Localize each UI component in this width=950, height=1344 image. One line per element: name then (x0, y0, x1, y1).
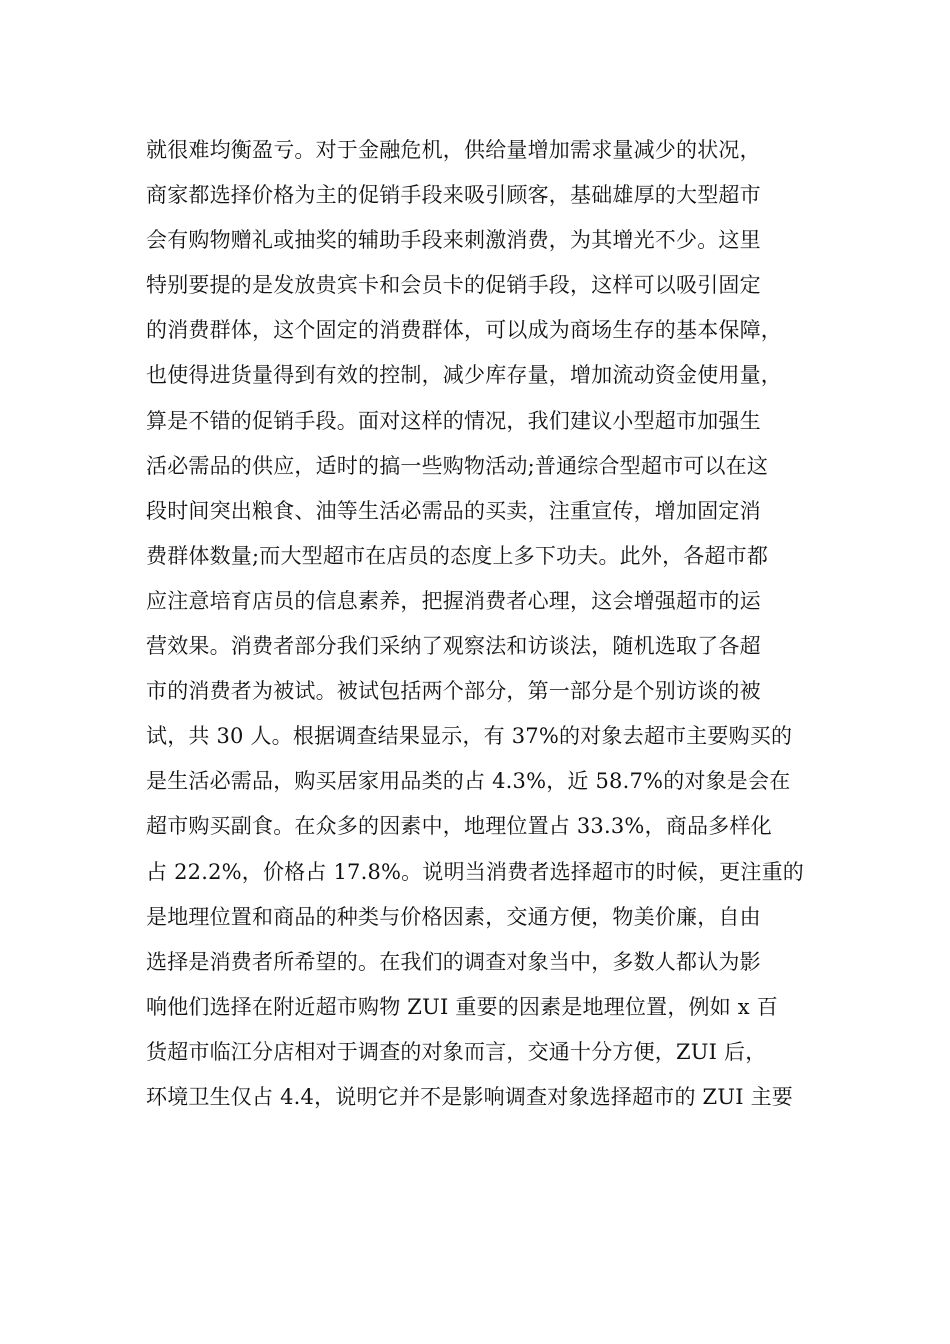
text-line-9: 段时间突出粮食、油等生活必需品的买卖，注重宣传，增加固定消 (146, 498, 761, 523)
text-line-13: 市的消费者为被试。被试包括两个部分，第一部分是个别访谈的被 (146, 679, 761, 704)
text-line-16: 超市购买副食。在众多的因素中，地理位置占 33.3%，商品多样化 (146, 814, 772, 839)
text-line-20: 响他们选择在附近超市购物 ZUI 重要的因素是地理位置，例如 x 百 (146, 994, 778, 1019)
text-line-17: 占 22.2%，价格占 17.8%。说明当消费者选择超市的时候，更注重的 (146, 859, 804, 884)
text-line-10: 费群体数量;而大型超市在店员的态度上多下功夫。此外，各超市都 (146, 543, 769, 568)
text-line-14: 试，共 30 人。根据调查结果显示，有 37%的对象去超市主要购买的 (146, 724, 793, 749)
text-line-19: 选择是消费者所希望的。在我们的调查对象当中，多数人都认为影 (146, 949, 761, 974)
text-line-21: 货超市临江分店相对于调查的对象而言，交通十分方便，ZUI 后， (146, 1039, 767, 1064)
text-line-6: 也使得进货量得到有效的控制，减少库存量，增加流动资金使用量， (146, 363, 782, 388)
text-line-11: 应注意培育店员的信息素养，把握消费者心理，这会增强超市的运 (146, 588, 761, 613)
text-line-3: 会有购物赠礼或抽奖的辅助手段来刺激消费，为其增光不少。这里 (146, 228, 761, 253)
text-line-8: 活必需品的供应，适时的搞一些购物活动;普通综合型超市可以在这 (146, 453, 769, 478)
text-line-4: 特别要提的是发放贵宾卡和会员卡的促销手段，这样可以吸引固定 (146, 273, 761, 298)
text-line-1: 就很难均衡盈亏。对于金融危机，供给量增加需求量减少的状况， (146, 138, 761, 162)
body-text (146, 128, 826, 1120)
text-line-7: 算是不错的促销手段。面对这样的情况，我们建议小型超市加强生 (146, 408, 761, 433)
text-line-15: 是生活必需品，购买居家用品类的占 4.3%，近 58.7%的对象是会在 (146, 769, 791, 794)
text-line-18: 是地理位置和商品的种类与价格因素，交通方便，物美价廉，自由 (146, 904, 761, 929)
text-line-12: 营效果。消费者部分我们采纳了观察法和访谈法，随机选取了各超 (146, 634, 761, 659)
text-line-5: 的消费群体，这个固定的消费群体，可以成为商场生存的基本保障， (146, 318, 782, 343)
text-line-22: 环境卫生仅占 4.4，说明它并不是影响调查对象选择超市的 ZUI 主要 (146, 1084, 794, 1109)
text-line-2: 商家都选择价格为主的促销手段来吸引顾客，基础雄厚的大型超市 (146, 183, 761, 208)
